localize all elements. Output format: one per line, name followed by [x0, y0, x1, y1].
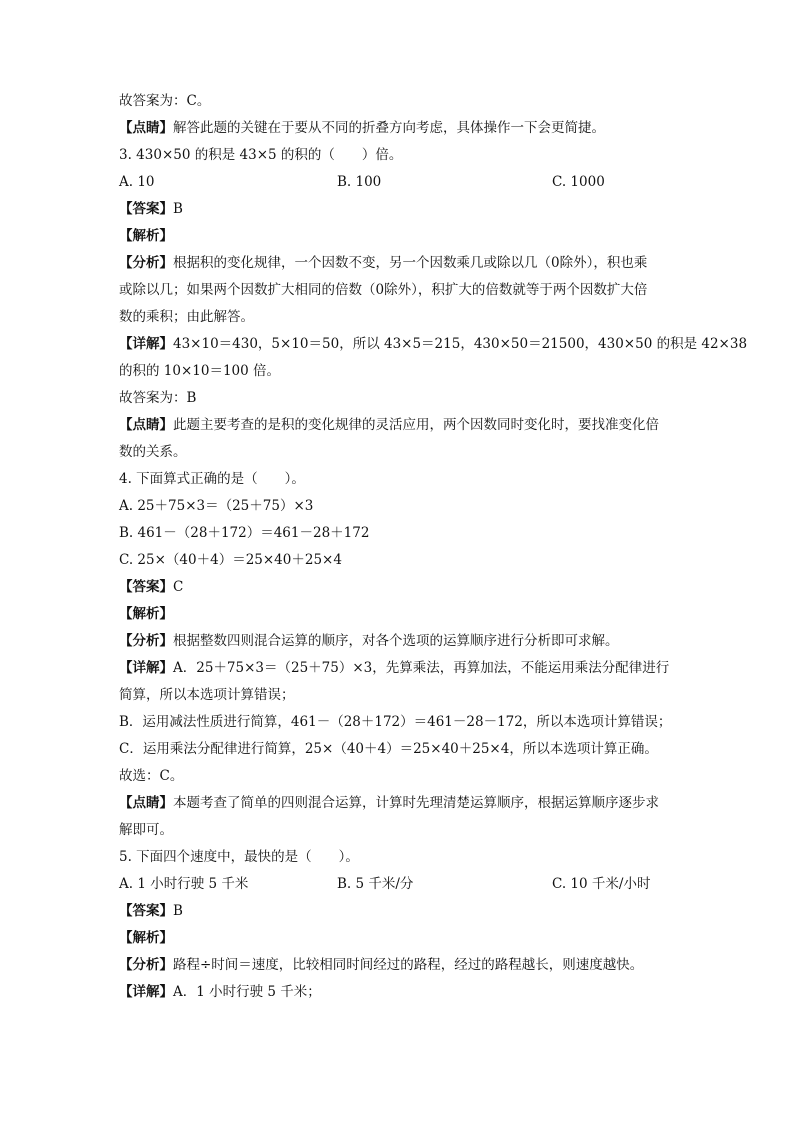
- answer-line: 【答案】C: [119, 579, 184, 595]
- question-4: 4. 下面算式正确的是（ ）。: [119, 471, 305, 487]
- detail-line: 【详解】43×10＝430，5×10＝50，所以 43×5＝215，430×50＝21500，430×50 的积是 42×38: [119, 336, 748, 352]
- question-5-options: [119, 871, 679, 898]
- analysis-heading: 【解析】: [119, 930, 173, 946]
- detail-line: C．运用乘法分配律进行简算，25×（40＋4）＝25×40＋25×4，所以本选项计算正确。: [119, 741, 658, 757]
- analysis-line: 【分析】根据整数四则混合运算的顺序，对各个选项的运算顺序进行分析即可求解。: [119, 633, 619, 649]
- comment-line: 【点睛】解答此题的关键在于要从不同的折叠方向考虑，具体操作一下会更简捷。: [119, 120, 605, 136]
- document-page: [119, 88, 748, 1006]
- analysis-line: 【分析】根据积的变化规律，一个因数不变，另一个因数乘几或除以几（0除外），积也乘: [119, 255, 648, 271]
- option-a: A. 25＋75×3＝（25＋75）×3: [119, 498, 314, 514]
- answer-line: 故答案为：C。: [119, 93, 211, 109]
- detail-line: 的积的 10×10＝100 倍。: [119, 363, 281, 379]
- analysis-heading: 【解析】: [119, 228, 173, 244]
- option-a: A. 1 小时行驶 5 千米: [119, 876, 249, 892]
- answer-line: 【答案】B: [119, 201, 183, 217]
- question-3-options: [119, 169, 679, 196]
- analysis-heading: 【解析】: [119, 606, 173, 622]
- comment-line: 【点睛】此题主要考查的是积的变化规律的灵活应用，两个因数同时变化时，要找准变化倍: [119, 417, 659, 433]
- detail-line: B．运用减法性质进行简算，461－（28＋172）＝461－28－172，所以本选项计算错误；: [119, 714, 672, 730]
- comment-line: 数的关系。: [119, 444, 187, 460]
- detail-line: 简算，所以本选项计算错误；: [119, 687, 295, 703]
- analysis-line: 或除以几；如果两个因数扩大相同的倍数（0除外），积扩大的倍数就等于两个因数扩大倍: [119, 282, 648, 298]
- option-c: C. 25×（40＋4）＝25×40＋25×4: [119, 552, 342, 568]
- comment-line: 解即可。: [119, 822, 173, 838]
- analysis-line: 【分析】路程÷时间＝速度，比较相同时间经过的路程，经过的路程越长，则速度越快。: [119, 957, 644, 973]
- comment-line: 【点睛】本题考查了简单的四则混合运算，计算时先理清楚运算顺序，根据运算顺序逐步求: [119, 795, 659, 811]
- analysis-line: 数的乘积；由此解答。: [119, 309, 254, 325]
- answer-line: 【答案】B: [119, 903, 183, 919]
- answer-line: 故选：C。: [119, 768, 184, 784]
- answer-line: 故答案为：B: [119, 390, 197, 406]
- detail-line: 【详解】A．25＋75×3＝（25＋75）×3，先算乘法，再算加法，不能运用乘法分配律进行: [119, 660, 670, 676]
- question-5: 5. 下面四个速度中，最快的是（ ）。: [119, 849, 359, 865]
- option-c: C. 10 千米/小时: [552, 876, 651, 892]
- option-b: B. 5 千米/分: [337, 876, 414, 892]
- option-c: C. 1000: [552, 174, 605, 190]
- option-b: B. 100: [337, 174, 382, 190]
- option-b: B. 461－（28＋172）＝461－28＋172: [119, 525, 370, 541]
- question-3: 3. 430×50 的积是 43×5 的积的（ ）倍。: [119, 147, 403, 163]
- option-a: A. 10: [119, 174, 155, 190]
- detail-line: 【详解】A．1 小时行驶 5 千米；: [119, 984, 321, 1000]
